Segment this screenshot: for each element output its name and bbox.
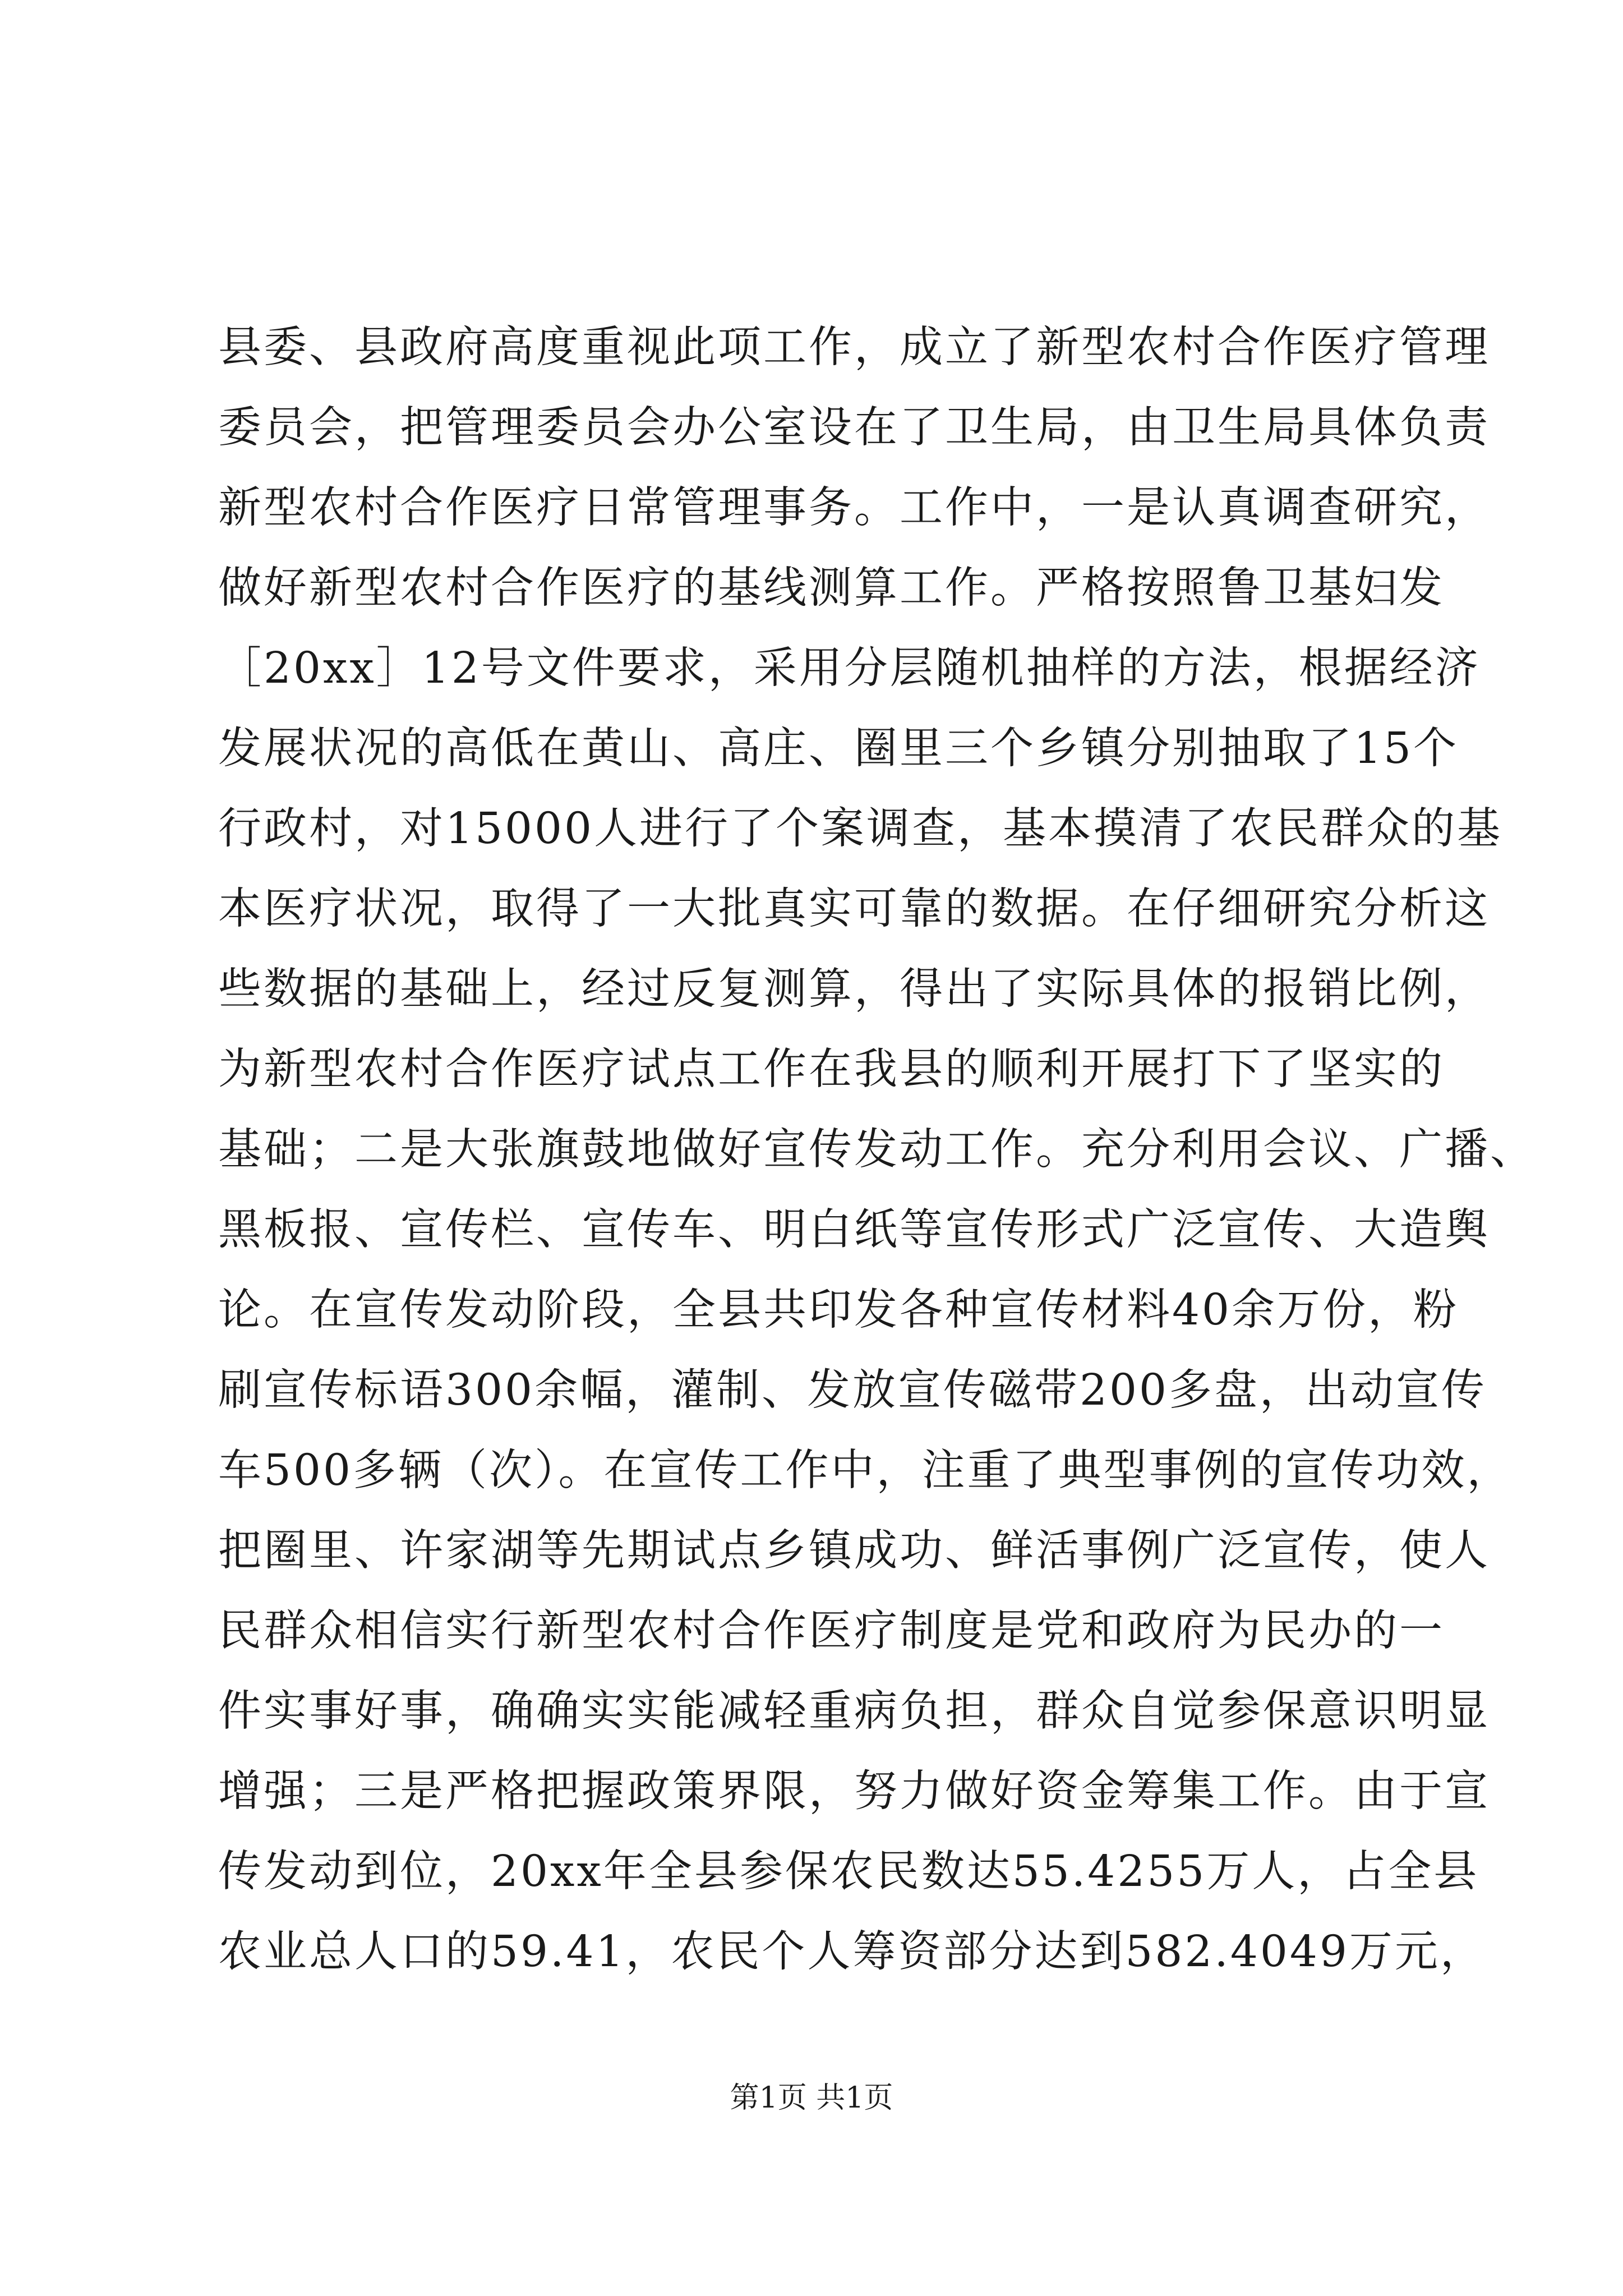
text-line: 些数据的基础上，经过反复测算，得出了实际具体的报销比例， (218, 964, 1490, 1014)
page-number-label: 第1页 共1页 (730, 2081, 893, 2115)
text-line: 黑板报、宣传栏、宣传车、明白纸等宣传形式广泛宣传、大造舆 (218, 1205, 1490, 1255)
page-footer (0, 2076, 1623, 2120)
text-line: 传发动到位，20xx年全县参保农民数达55.4255万人，占全县 (218, 1847, 1479, 1897)
text-line: 为新型农村合作医疗试点工作在我县的顺利开展打下了坚实的 (218, 1045, 1445, 1094)
text-line: 发展状况的高低在黄山、高庄、圈里三个乡镇分别抽取了15个 (218, 724, 1459, 774)
text-line: 行政村，对15000人进行了个案调查，基本摸清了农民群众的基 (218, 804, 1502, 854)
text-line: ［20xx］12号文件要求，采用分层随机抽样的方法，根据经济 (218, 643, 1481, 693)
text-line: 民群众相信实行新型农村合作医疗制度是党和政府为民办的一 (218, 1606, 1445, 1656)
text-line: 刷宣传标语300余幅，灌制、发放宣传磁带200多盘，出动宣传 (218, 1365, 1487, 1415)
text-line: 新型农村合作医疗日常管理事务。工作中，一是认真调查研究， (218, 483, 1490, 533)
text-line: 委员会，把管理委员会办公室设在了卫生局，由卫生局具体负责 (218, 403, 1490, 453)
body-paragraph (218, 307, 1536, 1992)
text-line: 论。在宣传发动阶段，全县共印发各种宣传材料40余万份，粉 (218, 1285, 1459, 1335)
text-line: 车500多辆（次）。在宣传工作中，注重了典型事例的宣传功效， (218, 1446, 1513, 1496)
text-line: 本医疗状况，取得了一大批真实可靠的数据。在仔细研究分析这 (218, 884, 1490, 934)
text-line: 县委、县政府高度重视此项工作，成立了新型农村合作医疗管理 (218, 323, 1490, 372)
text-line: 农业总人口的59.41，农民个人筹资部分达到582.4049万元， (218, 1927, 1486, 1977)
text-line: 把圈里、许家湖等先期试点乡镇成功、鲜活事例广泛宣传，使人 (218, 1526, 1490, 1576)
text-line: 增强；三是严格把握政策界限，努力做好资金筹集工作。由于宣 (218, 1766, 1490, 1816)
text-line: 基础；二是大张旗鼓地做好宣传发动工作。充分利用会议、广播、 (218, 1125, 1536, 1175)
text-line: 件实事好事，确确实实能减轻重病负担，群众自觉参保意识明显 (218, 1686, 1490, 1736)
text-line: 做好新型农村合作医疗的基线测算工作。严格按照鲁卫基妇发 (218, 563, 1445, 613)
